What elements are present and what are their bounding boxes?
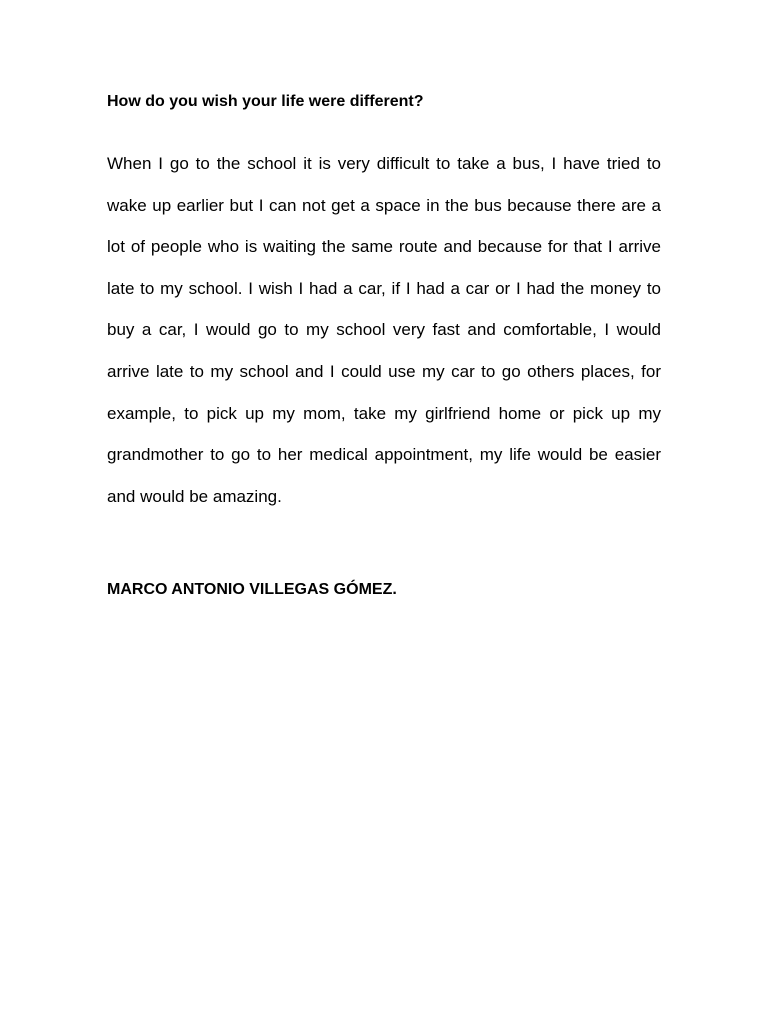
essay-line: late to my school. I wish I had a car, if I had a car or I had the money to: [107, 278, 661, 298]
essay-line: wake up earlier but I can not get a space in the bus because there are a: [107, 195, 661, 215]
essay-line: example, to pick up my mom, take my girlfriend home or pick up my: [107, 403, 661, 423]
essay-line: and would be amazing.: [107, 486, 282, 506]
essay-line: When I go to the school it is very difficult to take a bus, I have tried to: [107, 154, 661, 173]
essay-line: arrive late to my school and I could use my car to go others places, for: [107, 361, 661, 381]
essay-line: lot of people who is waiting the same route and because for that I arrive: [107, 237, 661, 257]
essay-line: grandmother to go to her medical appointment, my life would be easier: [107, 445, 661, 465]
question-heading: How do you wish your life were different?: [107, 93, 424, 110]
essay-line: buy a car, I would go to my school very fast and comfortable, I would: [107, 320, 661, 340]
author-name: MARCO ANTONIO VILLEGAS GÓMEZ.: [107, 581, 397, 598]
essay-paragraph: [107, 143, 661, 517]
